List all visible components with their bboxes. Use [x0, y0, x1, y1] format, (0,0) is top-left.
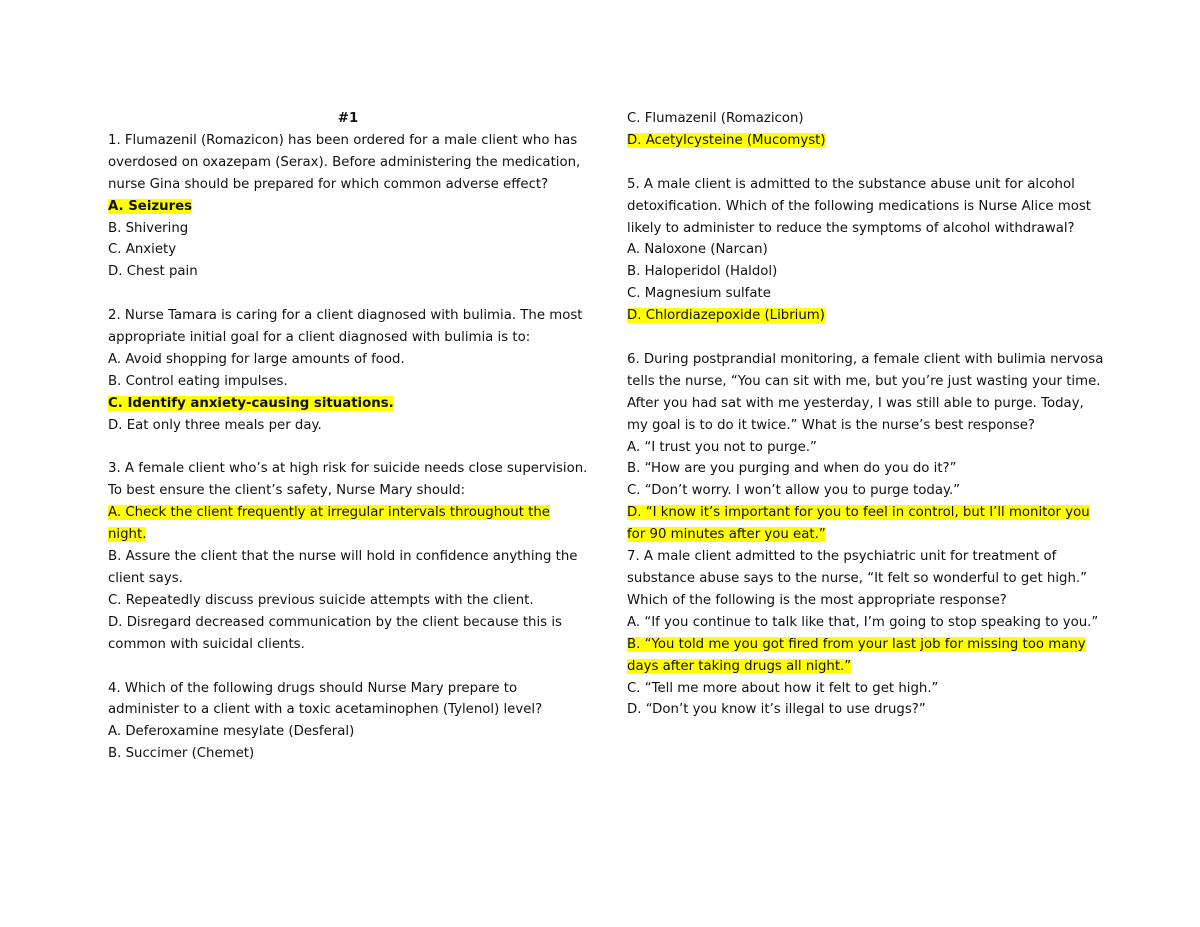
question-6	[627, 349, 1107, 546]
option-correct: A. Check the client frequently at irregular intervals throughout the night.	[108, 505, 550, 543]
question-3	[108, 458, 588, 655]
option: B. “How are you purging and when do you do it?”	[627, 461, 957, 477]
question-7	[627, 546, 1107, 721]
question-4	[108, 678, 588, 766]
option: D. Eat only three meals per day.	[108, 417, 322, 433]
option: B. Control eating impulses.	[108, 373, 288, 389]
spacer	[108, 283, 588, 305]
spacer	[108, 656, 588, 678]
question-4-continued	[627, 108, 1107, 152]
question-text: 7. A male client admitted to the psychiatric unit for treatment of substance abuse says to the nurse, “It felt so wonderful to get high.” Which of the following is the most appropriate response?	[627, 549, 1088, 608]
option: B. Haloperidol (Haldol)	[627, 264, 778, 280]
question-text: 1. Flumazenil (Romazicon) has been ordered for a male client who has overdosed on oxazepam (Serax). Before administering the medication, nurse Gina should be prepared for which common adverse effect?	[108, 132, 581, 192]
option: C. “Don’t worry. I won’t allow you to purge today.”	[627, 483, 961, 499]
spacer	[108, 437, 588, 459]
spacer	[627, 327, 1107, 349]
option-correct: D. Chlordiazepoxide (Librium)	[627, 308, 825, 324]
right-column	[627, 108, 1107, 721]
option: A. Naloxone (Narcan)	[627, 242, 768, 258]
left-column	[108, 108, 588, 765]
option: D. “Don’t you know it’s illegal to use drugs?”	[627, 702, 926, 718]
option: A. Deferoxamine mesylate (Desferal)	[108, 724, 355, 740]
option: B. Succimer (Chemet)	[108, 746, 255, 762]
question-text: 5. A male client is admitted to the substance abuse unit for alcohol detoxification. Which of the following medications is Nurse Alice most likely to administer to reduce the symptoms of alcohol withdrawal?	[627, 176, 1092, 236]
question-5	[627, 174, 1107, 327]
option: B. Shivering	[108, 220, 189, 236]
option-correct: A. Seizures	[108, 198, 193, 214]
option: A. “I trust you not to purge.”	[627, 439, 817, 455]
question-1	[108, 130, 588, 283]
option: B. Assure the client that the nurse will hold in confidence anything the client says.	[108, 549, 578, 586]
option-correct: B. “You told me you got fired from your last job for missing too many days after taking drugs all night.”	[627, 636, 1086, 674]
page-title: #1	[337, 111, 359, 126]
question-text: 3. A female client who’s at high risk for suicide needs close supervision. To best ensure the client’s safety, Nurse Mary should:	[108, 461, 588, 499]
option: D. Chest pain	[108, 264, 198, 280]
option: C. Flumazenil (Romazicon)	[627, 111, 804, 126]
spacer	[627, 152, 1107, 174]
option: C. Anxiety	[108, 242, 177, 258]
option: C. “Tell me more about how it felt to get high.”	[627, 680, 939, 696]
option: D. Disregard decreased communication by the client because this is common with suicidal clients.	[108, 614, 562, 652]
option: C. Magnesium sulfate	[627, 286, 771, 302]
option: A. “If you continue to talk like that, I’m going to stop speaking to you.”	[627, 614, 1099, 630]
option-correct: D. “I know it’s important for you to feel in control, but I’ll monitor you for 90 minutes after you eat.”	[627, 505, 1090, 543]
question-text: 6. During postprandial monitoring, a female client with bulimia nervosa tells the nurse, “You can sit with me, but you’re just wasting your time. After you had sat with me yesterday, I was still able to purge. Today, my goal is to do it twice.” What is the nurse’s best response?	[627, 351, 1104, 433]
question-2	[108, 305, 588, 436]
option-correct: D. Acetylcysteine (Mucomyst)	[627, 132, 826, 148]
question-text: 2. Nurse Tamara is caring for a client diagnosed with bulimia. The most appropriate initial goal for a client diagnosed with bulimia is to:	[108, 308, 583, 346]
option-correct: C. Identify anxiety-causing situations.	[108, 395, 394, 411]
question-text: 4. Which of the following drugs should Nurse Mary prepare to administer to a client with a toxic acetaminophen (Tylenol) level?	[108, 680, 543, 718]
option: A. Avoid shopping for large amounts of food.	[108, 351, 405, 367]
option: C. Repeatedly discuss previous suicide attempts with the client.	[108, 592, 534, 608]
